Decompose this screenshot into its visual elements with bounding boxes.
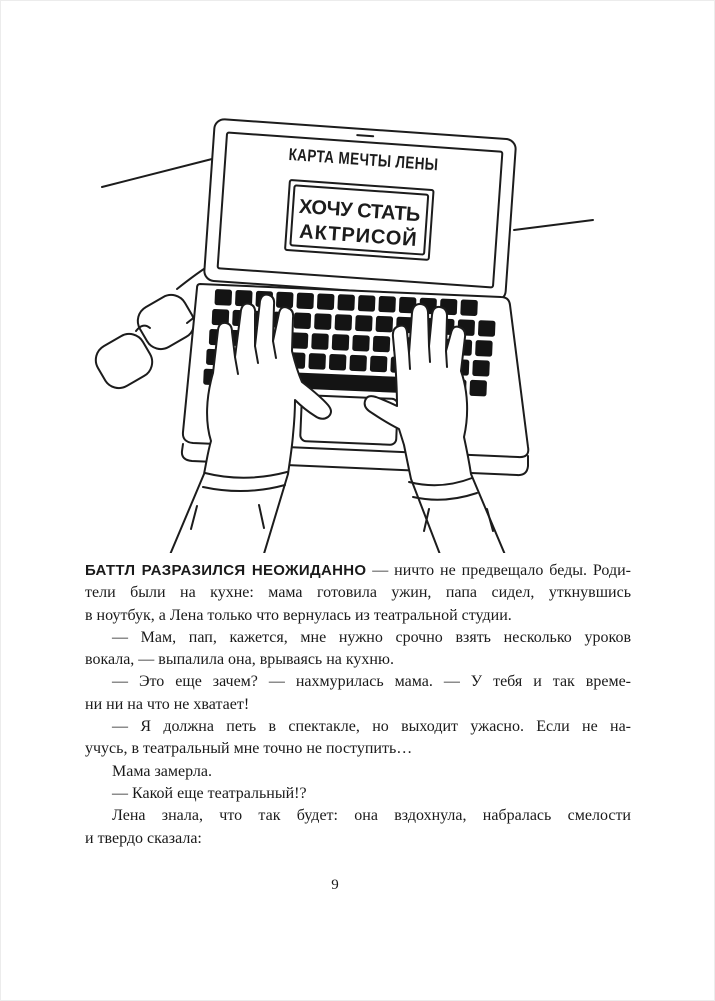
text-line: вокала, — выпалила она, врываясь на кухню. bbox=[85, 651, 394, 669]
text-line: учусь, в театральный мне точно не поступить… bbox=[85, 740, 413, 758]
desk-edge-right-line bbox=[514, 220, 593, 230]
finger-crease bbox=[446, 351, 447, 367]
lead-tail: — ничто не предвещало беды. Роди- bbox=[366, 562, 631, 579]
sign-line-2: АКТРИСОЙ bbox=[298, 220, 418, 252]
screen-title: КАРТА МЕЧТЫ ЛЕНЫ bbox=[288, 144, 479, 178]
page-number: 9 bbox=[331, 877, 339, 893]
text-line: — Я должна петь в спектакле, но выходит ужасно. Если не на- bbox=[112, 718, 631, 736]
laptop-screen bbox=[204, 119, 517, 302]
chapter-lead-in: БАТТЛ РАЗРАЗИЛСЯ НЕОЖИДАННО bbox=[85, 562, 367, 579]
text-line: в ноутбук, а Лена только что вернулась из театральной студии. bbox=[85, 606, 512, 624]
finger-crease bbox=[429, 346, 430, 362]
text-line: — Какой еще театральный!? bbox=[112, 784, 307, 802]
desk-edge-left-line bbox=[102, 159, 212, 187]
body-text bbox=[85, 560, 631, 850]
text-line: Мама замерла. bbox=[112, 762, 212, 780]
text-line: ни ни на что не хватает! bbox=[85, 695, 250, 713]
text-line bbox=[85, 560, 631, 582]
illustration bbox=[1, 1, 715, 553]
text-line: — Это еще зачем? — нахмурилась мама. — У тебя и так време- bbox=[112, 673, 631, 691]
finger-crease bbox=[409, 353, 410, 369]
text-line: Лена знала, что так будет: она вздохнула, набралась смелости bbox=[112, 807, 631, 825]
text-line: — Мам, пап, кажется, мне нужно срочно взять несколько уроков bbox=[112, 628, 631, 646]
text-line: тели были на кухне: мама готовила ужин, папа сидел, уткнувшись bbox=[85, 584, 631, 602]
text-line: и твердо сказала: bbox=[85, 829, 202, 847]
camera-notch-icon bbox=[357, 135, 373, 136]
sign-line-1: ХОЧУ СТАТЬ bbox=[298, 195, 422, 227]
glasses-lens bbox=[90, 328, 158, 394]
